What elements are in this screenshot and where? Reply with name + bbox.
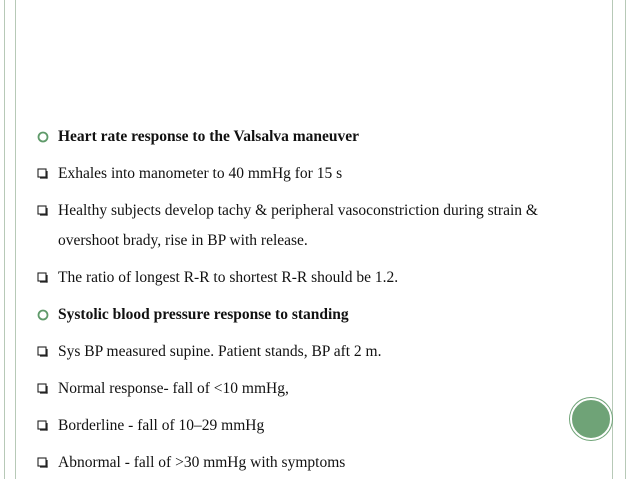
list-item [36,263,596,293]
list-item-text: Normal response- fall of <10 mmHg, [58,380,289,397]
list-item [36,196,596,256]
list-item-text: Exhales into manometer to 40 mmHg for 15 s [58,165,343,182]
list-item-text: Systolic blood pressure response to standing [58,306,349,323]
circle-bullet-icon [36,300,52,330]
list-item [36,337,596,367]
list-item-text: The ratio of longest R-R to shortest R-R should be 1.2. [58,269,399,286]
square-bullet-icon [36,263,52,293]
square-bullet-icon [36,159,52,189]
square-bullet-icon [36,411,52,441]
list-item-text: Borderline - fall of 10–29 mmHg [58,417,265,434]
list-item-text: Sys BP measured supine. Patient stands, BP aft 2 m. [58,343,382,360]
right-frame-decoration [612,0,626,479]
list-item-text: Abnormal - fall of >30 mmHg with symptoms [58,454,346,471]
list-item [36,374,596,404]
square-bullet-icon [36,448,52,478]
list-item [36,300,596,330]
circle-bullet-icon [36,122,52,152]
left-frame-decoration [4,0,16,479]
list-item [36,448,596,478]
square-bullet-icon [36,196,52,226]
list-item-text: Heart rate response to the Valsalva maneuver [58,128,360,145]
list-item [36,159,596,189]
square-bullet-icon [36,337,52,367]
list-item-text: Healthy subjects develop tachy & peripheral vasoconstriction during strain & overshoot brady, rise in BP with release. [58,202,538,249]
square-bullet-icon [36,374,52,404]
bullet-list [36,122,596,479]
list-item [36,411,596,441]
list-item [36,122,596,152]
